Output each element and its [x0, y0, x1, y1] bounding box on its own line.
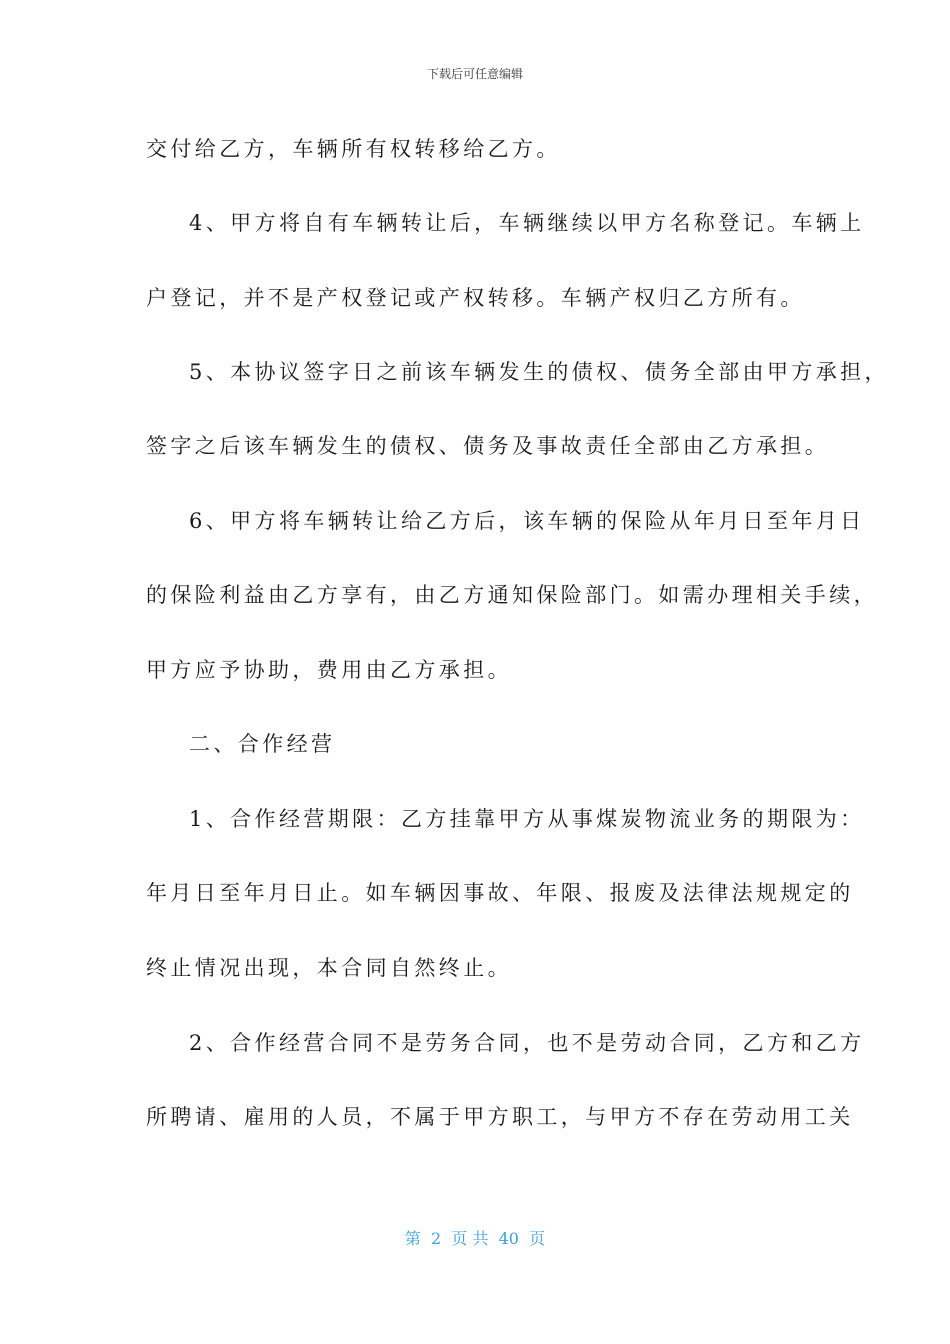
- text-line: 6、甲方将车辆转让给乙方后，该车辆的保险从年月日至年月日: [189, 509, 865, 533]
- page-number-footer: 第 2 页 共 40 页: [404, 1229, 546, 1248]
- text-line: 终止情况出现，本合同自然终止。: [146, 956, 512, 980]
- text-line: 签字之后该车辆发生的债权、债务及事故责任全部由乙方承担。: [146, 434, 830, 458]
- text-line: 户登记，并不是产权登记或产权转移。车辆产权归乙方所有。: [146, 286, 805, 310]
- text-line: 1、合作经营期限：乙方挂靠甲方从事煤炭物流业务的期限为：: [189, 807, 865, 831]
- text-line: 2、合作经营合同不是劳务合同，也不是劳动合同，乙方和乙方: [189, 1031, 865, 1055]
- text-line: 年月日至年月日止。如车辆因事故、年限、报废及法律法规规定的: [146, 881, 854, 905]
- page-header: 下载后可任意编辑: [426, 67, 523, 81]
- text-line: 所聘请、雇用的人员，不属于甲方职工，与甲方不存在劳动用工关: [146, 1105, 854, 1129]
- text-line: 4、甲方将自有车辆转让后，车辆继续以甲方名称登记。车辆上: [189, 211, 865, 235]
- text-line: 的保险利益由乙方享有，由乙方通知保险部门。如需办理相关手续，: [146, 583, 878, 607]
- text-line: 5、本协议签字日之前该车辆发生的债权、债务全部由甲方承担，: [189, 360, 889, 384]
- text-line: 交付给乙方，车辆所有权转移给乙方。: [146, 137, 561, 161]
- section-heading: 二、合作经营: [189, 732, 336, 756]
- text-line: 甲方应予协助，费用由乙方承担。: [146, 658, 512, 682]
